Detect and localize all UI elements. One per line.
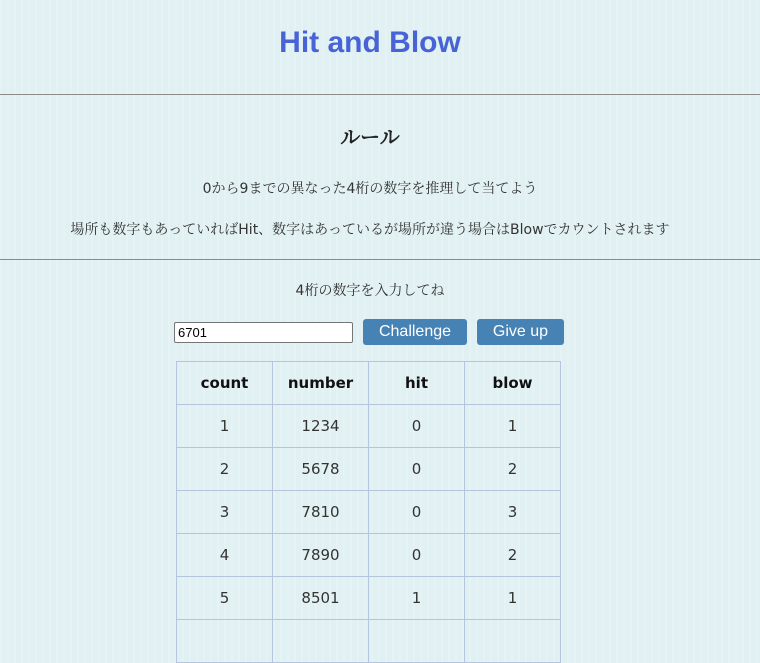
cell-blow: 1 bbox=[465, 577, 561, 620]
cell-blow: 2 bbox=[465, 534, 561, 577]
guess-controls bbox=[174, 319, 564, 345]
page-title: Hit and Blow bbox=[279, 26, 461, 59]
cell-number: 5678 bbox=[273, 448, 369, 491]
give-up-button[interactable]: Give up bbox=[477, 319, 564, 345]
rules-line-2: 場所も数字もあっていればHit、数字はあっているが場所が違う場合はBlowでカウントされます bbox=[70, 222, 670, 238]
table-row bbox=[177, 620, 561, 663]
table-row bbox=[177, 448, 561, 491]
column-header-number: number bbox=[273, 362, 369, 405]
cell-count bbox=[177, 620, 273, 663]
cell-count: 3 bbox=[177, 491, 273, 534]
cell-number: 7810 bbox=[273, 491, 369, 534]
challenge-button[interactable]: Challenge bbox=[363, 319, 467, 345]
cell-count: 2 bbox=[177, 448, 273, 491]
cell-hit: 0 bbox=[369, 491, 465, 534]
cell-blow bbox=[465, 620, 561, 663]
cell-hit: 0 bbox=[369, 405, 465, 448]
column-header-blow: blow bbox=[465, 362, 561, 405]
table-row bbox=[177, 534, 561, 577]
cell-hit: 0 bbox=[369, 534, 465, 577]
table-row bbox=[177, 491, 561, 534]
column-header-count: count bbox=[177, 362, 273, 405]
cell-hit bbox=[369, 620, 465, 663]
history-table bbox=[176, 361, 561, 663]
cell-number bbox=[273, 620, 369, 663]
cell-count: 1 bbox=[177, 405, 273, 448]
cell-count: 4 bbox=[177, 534, 273, 577]
cell-blow: 1 bbox=[465, 405, 561, 448]
cell-hit: 1 bbox=[369, 577, 465, 620]
input-prompt: 4桁の数字を入力してね bbox=[295, 283, 445, 299]
cell-number: 1234 bbox=[273, 405, 369, 448]
cell-blow: 3 bbox=[465, 491, 561, 534]
rules-line-1: 0から9までの異なった4桁の数字を推理して当てよう bbox=[202, 181, 538, 197]
divider-top bbox=[0, 94, 760, 95]
divider-middle bbox=[0, 259, 760, 260]
column-header-hit: hit bbox=[369, 362, 465, 405]
table-row bbox=[177, 405, 561, 448]
cell-number: 8501 bbox=[273, 577, 369, 620]
rules-heading: ルール bbox=[340, 125, 400, 149]
table-row bbox=[177, 577, 561, 620]
cell-blow: 2 bbox=[465, 448, 561, 491]
cell-hit: 0 bbox=[369, 448, 465, 491]
guess-input[interactable] bbox=[174, 322, 353, 343]
cell-count: 5 bbox=[177, 577, 273, 620]
table-header-row bbox=[177, 362, 561, 405]
cell-number: 7890 bbox=[273, 534, 369, 577]
